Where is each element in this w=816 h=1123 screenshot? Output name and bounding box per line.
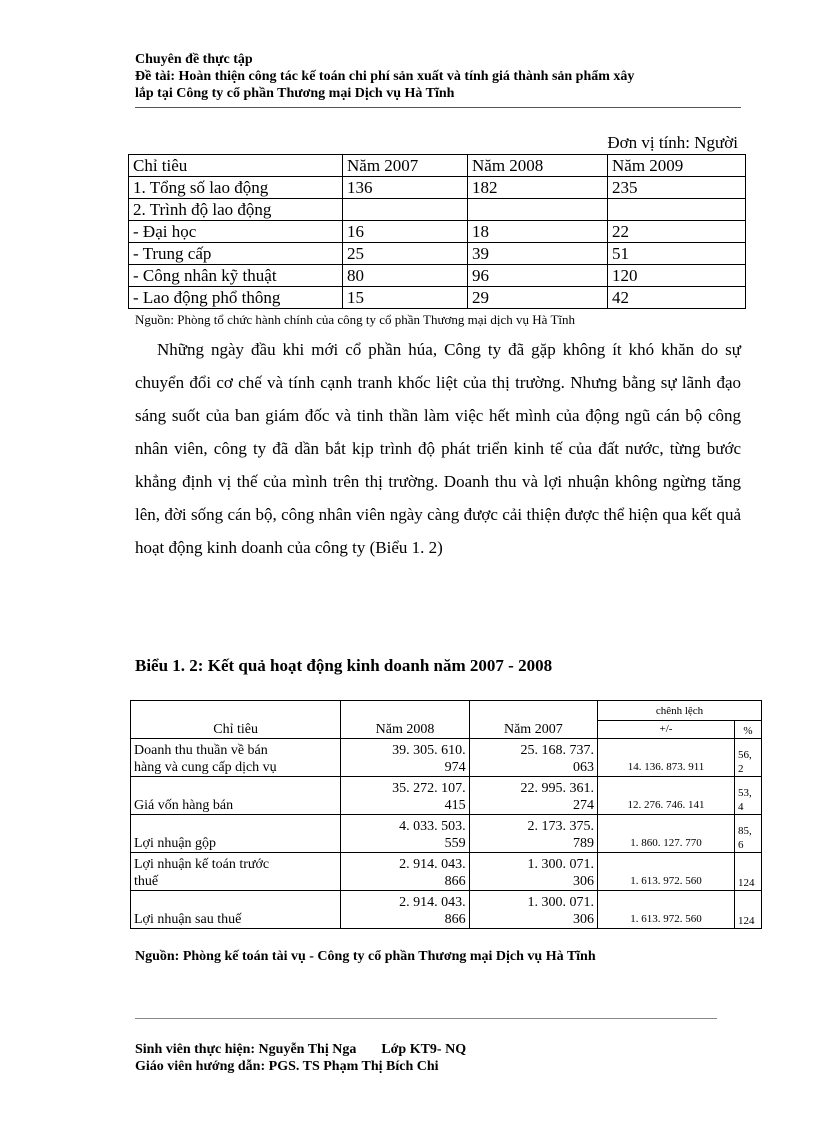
- table-cell: 12. 276. 746. 141: [598, 777, 735, 815]
- body-paragraph: Những ngày đầu khi mới cổ phần húa, Công ty đã gặp không ít khó khăn do sự chuyển đổi cơ chế và tính cạnh tranh khốc liệt của thị trường. Nhưng bằng sự lãnh đạo sáng suốt của ban giám đốc và tinh thần làm việc hết mình của động ngũ cán bộ công nhân viên, công ty đã dần bắt kịp trình độ phát triển kinh tế của đất nước, từng bước khẳng định vị thế của mình trên thị trường. Doanh thu và lợi nhuận không ngừng tăng lên, đời sống cán bộ, công nhân viên ngày càng được cải thiện được thể hiện qua kết quả hoạt động kinh doanh của công ty (Biểu 1. 2): [135, 340, 741, 557]
- cell-line: 063: [573, 760, 595, 775]
- table1-source: Nguồn: Phòng tổ chức hành chính của công ty cổ phần Thương mại dịch vụ Hà Tĩnh: [135, 312, 576, 327]
- table-cell: [341, 891, 469, 929]
- cell-line: 2: [738, 763, 744, 775]
- table-cell: [131, 891, 341, 929]
- table-cell: 16: [343, 221, 468, 243]
- table-cell: [131, 853, 341, 891]
- cell-line: Lợi nhuận gộp: [134, 836, 217, 851]
- cell-line: 85,: [738, 825, 752, 837]
- cell-line: 4: [738, 801, 744, 813]
- table-header-row: [129, 155, 746, 177]
- cell-line: 2. 173. 375.: [527, 819, 595, 834]
- table-cell: [131, 815, 341, 853]
- header-cell: Năm 2008: [341, 701, 469, 739]
- header-cell: +/-: [598, 721, 735, 739]
- footer-student-line: [135, 1041, 466, 1058]
- cell-line: 306: [573, 874, 595, 889]
- table-cell: [341, 777, 469, 815]
- table-cell: [341, 815, 469, 853]
- table-cell: 235: [608, 177, 746, 199]
- table-cell: 120: [608, 265, 746, 287]
- table-row: [129, 199, 746, 221]
- table-row: [131, 777, 762, 815]
- table-cell: - Trung cấp: [129, 243, 343, 265]
- table-cell: 96: [468, 265, 608, 287]
- table-cell: 42: [608, 287, 746, 309]
- cell-line: 25. 168. 737.: [520, 743, 595, 758]
- table-row: [129, 265, 746, 287]
- cell-line: 4. 033. 503.: [399, 819, 466, 834]
- table-row: [129, 221, 746, 243]
- table-cell: - Đại học: [129, 221, 343, 243]
- table-cell: [735, 815, 762, 853]
- table-cell: 1. 613. 972. 560: [598, 891, 735, 929]
- cell-line: Giá vốn hàng bán: [134, 798, 234, 813]
- table-cell: [341, 853, 469, 891]
- cell-line: Doanh thu thuần về bán: [134, 743, 268, 758]
- table2-title: Biểu 1. 2: Kết quả hoạt động kinh doanh năm 2007 - 2008: [135, 656, 553, 675]
- teacher-label: Giáo viên hướng dẫn:: [135, 1059, 266, 1074]
- cell-line: 124: [738, 877, 755, 889]
- table-cell: [735, 777, 762, 815]
- cell-line: 2. 914. 043.: [399, 895, 466, 910]
- table-cell: - Công nhân kỹ thuật: [129, 265, 343, 287]
- cell-line: 56,: [738, 749, 752, 761]
- table-row: [131, 891, 762, 929]
- cell-line: Lợi nhuận sau thuế: [134, 912, 242, 927]
- table-cell: [608, 199, 746, 221]
- header-cell: Năm 2008: [468, 155, 608, 177]
- header-line-3: lắp tại Công ty cổ phần Thương mại Dịch vụ Hà Tĩnh: [135, 86, 455, 101]
- page-header: [135, 51, 741, 102]
- cell-line: 35. 272. 107.: [392, 781, 466, 796]
- table-cell: [131, 777, 341, 815]
- table-cell: 22: [608, 221, 746, 243]
- cell-line: hàng và cung cấp dịch vụ: [134, 760, 277, 775]
- table-cell: 182: [468, 177, 608, 199]
- table-cell: 25: [343, 243, 468, 265]
- table-cell: [469, 891, 597, 929]
- cell-line: 53,: [738, 787, 752, 799]
- cell-line: 974: [444, 760, 466, 775]
- footer-teacher-line: [135, 1058, 466, 1075]
- cell-line: 1. 300. 071.: [527, 895, 595, 910]
- table-cell: 136: [343, 177, 468, 199]
- table2-source: Nguồn: Phòng kế toán tài vụ - Công ty cổ phần Thương mại Dịch vụ Hà Tĩnh: [135, 949, 596, 964]
- table-cell: 2. Trình độ lao động: [129, 199, 343, 221]
- cell-line: 789: [573, 836, 595, 851]
- header-divider: [135, 107, 741, 108]
- table-cell: [735, 739, 762, 777]
- table-cell: [468, 199, 608, 221]
- table-cell: - Lao động phổ thông: [129, 287, 343, 309]
- cell-line: 415: [444, 798, 466, 813]
- cell-line: 866: [444, 874, 466, 889]
- table-cell: 1. 860. 127. 770: [598, 815, 735, 853]
- cell-line: 866: [444, 912, 466, 927]
- table-cell: [469, 739, 597, 777]
- header-cell: chênh lệch: [598, 701, 762, 721]
- student-name: Nguyễn Thị Nga: [258, 1042, 357, 1057]
- header-cell: Chỉ tiêu: [131, 701, 341, 739]
- cell-line: 274: [573, 798, 595, 813]
- header-cell: Năm 2009: [608, 155, 746, 177]
- header-line-1: Chuyên đề thực tập: [135, 52, 253, 67]
- table-cell: 1. Tổng số lao động: [129, 177, 343, 199]
- cell-line: 559: [444, 836, 466, 851]
- teacher-name: PGS. TS Phạm Thị Bích Chi: [268, 1059, 439, 1074]
- table-row: [131, 853, 762, 891]
- table-cell: [341, 739, 469, 777]
- page-footer: [135, 1041, 466, 1075]
- cell-line: 1. 300. 071.: [527, 857, 595, 872]
- table-cell: [469, 777, 597, 815]
- labor-table: [128, 154, 746, 309]
- table-row: [129, 287, 746, 309]
- table-row: [129, 243, 746, 265]
- table-cell: [343, 199, 468, 221]
- student-label: Sinh viên thực hiện:: [135, 1042, 256, 1057]
- table-cell: [735, 853, 762, 891]
- header-cell: Chỉ tiêu: [129, 155, 343, 177]
- header-cell: Năm 2007: [469, 701, 597, 739]
- table-cell: [469, 853, 597, 891]
- table-cell: [469, 815, 597, 853]
- table-cell: 1. 613. 972. 560: [598, 853, 735, 891]
- table-cell: 51: [608, 243, 746, 265]
- cell-line: 6: [738, 839, 744, 851]
- table-header-row: [131, 701, 762, 721]
- cell-line: Lợi nhuận kế toán trước: [134, 857, 270, 872]
- table-row: [131, 739, 762, 777]
- cell-line: thuế: [134, 874, 159, 889]
- cell-line: 124: [738, 915, 755, 927]
- table-row: [131, 815, 762, 853]
- table-cell: 14. 136. 873. 911: [598, 739, 735, 777]
- business-results-table: [130, 700, 762, 929]
- footer-divider: [135, 1018, 717, 1019]
- table-cell: 18: [468, 221, 608, 243]
- class-label: Lớp KT9- NQ: [381, 1042, 467, 1057]
- table-cell: 29: [468, 287, 608, 309]
- cell-line: 39. 305. 610.: [392, 743, 466, 758]
- header-cell: %: [735, 721, 762, 739]
- cell-line: 306: [573, 912, 595, 927]
- table-cell: 15: [343, 287, 468, 309]
- table-row: [129, 177, 746, 199]
- unit-label: Đơn vị tính: Người: [607, 133, 738, 152]
- table-cell: [131, 739, 341, 777]
- cell-line: 2. 914. 043.: [399, 857, 466, 872]
- header-line-2: Đề tài: Hoàn thiện công tác kế toán chi phí sản xuất và tính giá thành sản phẩm xây: [135, 69, 635, 84]
- cell-line: 22. 995. 361.: [520, 781, 595, 796]
- table-cell: 80: [343, 265, 468, 287]
- header-cell: Năm 2007: [343, 155, 468, 177]
- table-cell: [735, 891, 762, 929]
- table-cell: 39: [468, 243, 608, 265]
